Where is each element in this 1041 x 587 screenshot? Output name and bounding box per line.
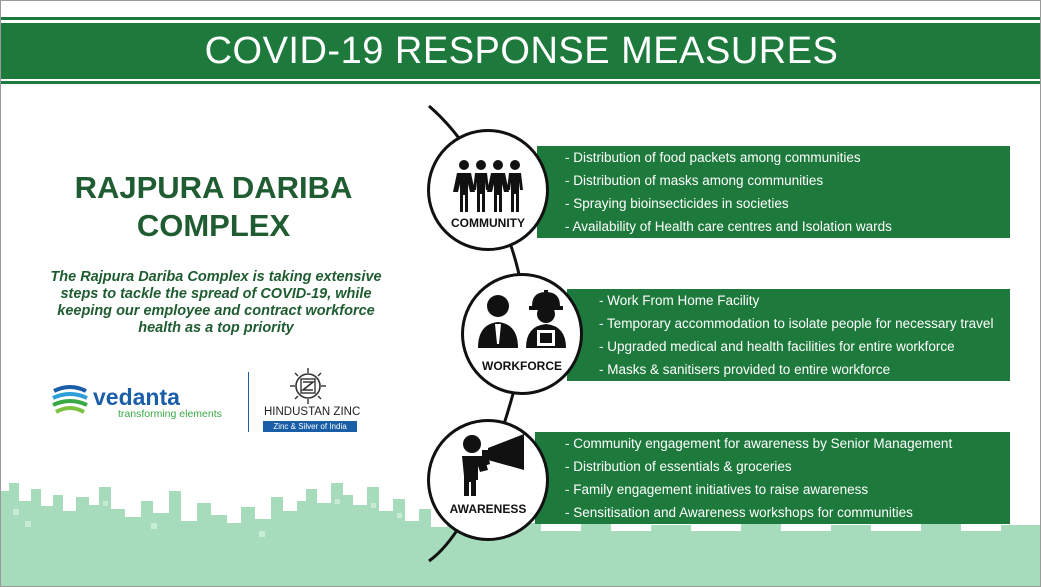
megaphone-person-icon (430, 422, 546, 538)
list-item: - Temporary accommodation to isolate people for necessary travel (599, 316, 994, 331)
complex-title-line-1: RAJPURA DARIBA (74, 170, 353, 205)
list-item: - Work From Home Facility (599, 293, 760, 308)
hindustan-zinc-tagline: Zinc & Silver of India (263, 421, 357, 432)
awareness-measures-list (565, 432, 1010, 524)
complex-description: The Rajpura Dariba Complex is taking extensive steps to tackle the spread of COVID-19, while keeping our employee and contract workforce health as a top priority (50, 269, 382, 336)
list-item: - Masks & sanitisers provided to entire workforce (599, 362, 891, 377)
vedanta-wordmark: vedanta (93, 384, 180, 410)
complex-title-line-2: COMPLEX (136, 208, 291, 243)
people-group-icon (430, 132, 546, 248)
awareness-badge (427, 419, 549, 541)
complex-title (41, 169, 386, 245)
hindustan-zinc-emblem-icon (288, 367, 328, 405)
list-item: - Community engagement for awareness by Senior Management (565, 436, 953, 451)
vedanta-logo-icon (51, 379, 89, 419)
vedanta-tagline: transforming elements (118, 408, 222, 420)
workforce-label: WORKFORCE (482, 359, 562, 373)
header-top-rule (1, 17, 1041, 20)
list-item: - Distribution of food packets among communities (565, 150, 861, 165)
logo-divider (248, 372, 249, 432)
list-item: - Distribution of masks among communities (565, 173, 824, 188)
awareness-label: AWARENESS (449, 502, 527, 516)
workers-icon (464, 276, 580, 392)
workforce-measures-panel (567, 289, 1010, 381)
list-item: - Family engagement initiatives to raise awareness (565, 482, 869, 497)
community-label: COMMUNITY (451, 216, 525, 230)
community-measures-panel (537, 146, 1010, 238)
page-title: COVID-19 RESPONSE MEASURES (204, 29, 839, 72)
workforce-badge (461, 273, 583, 395)
community-badge (427, 129, 549, 251)
workforce-measures-list (599, 289, 1010, 381)
list-item: - Sensitisation and Awareness workshops for communities (565, 505, 913, 520)
header-banner (1, 23, 1041, 79)
community-measures-list (565, 146, 1010, 238)
list-item: - Availability of Health care centres and Isolation wards (565, 219, 892, 234)
list-item: - Spraying bioinsecticides in societies (565, 196, 789, 211)
list-item: - Upgraded medical and health facilities for entire workforce (599, 339, 955, 354)
logo-strip (46, 367, 386, 437)
hindustan-zinc-wordmark: HINDUSTAN ZINC (264, 406, 361, 418)
awareness-measures-panel (535, 432, 1010, 524)
header-bottom-rule (1, 81, 1041, 84)
list-item: - Distribution of essentials & groceries (565, 459, 792, 474)
